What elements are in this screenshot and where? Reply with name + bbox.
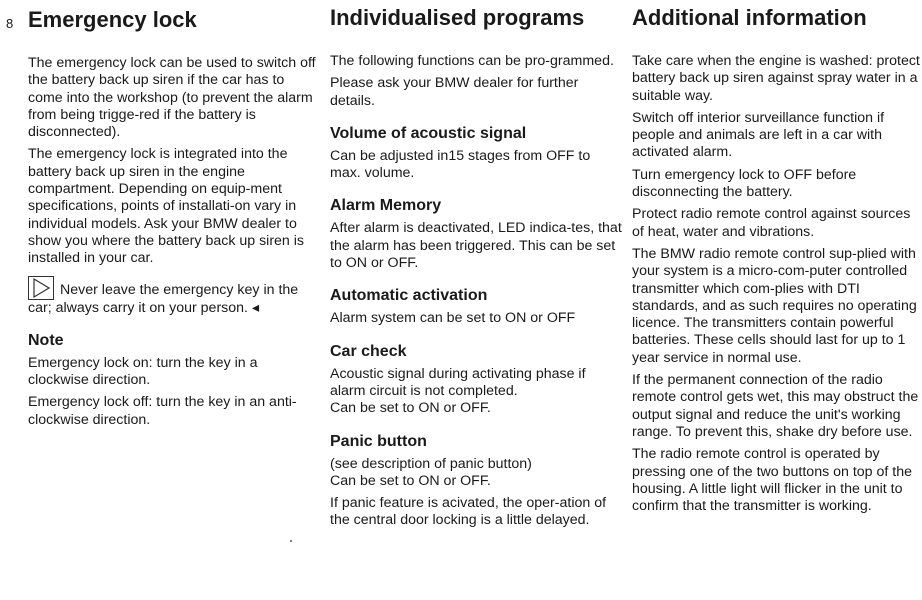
paragraph: The BMW radio remote control sup-plied with your system is a micro-com-puter controlled transmitter which com-plies with DTI standards, and as such requires no operating licence. The transmitters contain powerful batteries. These cells should last for up to 1 year service in normal use. [632, 245, 917, 366]
heading-individualised-programs: Individualised programs [330, 5, 585, 30]
paragraph: The radio remote control is operated by pressing one of the two buttons on top of the housing. A little light will flicker in the unit to confirm that the transmitter is working. [632, 446, 913, 515]
heading-alarm-memory: Alarm Memory [330, 197, 442, 215]
paragraph: Protect radio remote control against sources of heat, water and vibrations. [632, 206, 911, 240]
warning-triangle-icon [28, 276, 54, 300]
paragraph: Emergency lock on: turn the key in a clockwise direction. [28, 354, 258, 389]
heading-panic-button: Panic button [330, 432, 427, 450]
paragraph: The following functions can be pro-grammed. [330, 53, 614, 69]
column-additional-information [632, 4, 922, 520]
heading-automatic-activation: Automatic activation [330, 287, 488, 305]
paragraph: The emergency lock is integrated into the battery back up siren in the engine compartment. Depending on equip-ment specifications, points of installati-on vary in individual models. Ask your BMW dealer to show you where the battery back up siren is installed in your car. [28, 146, 305, 267]
heading-note: Note [28, 331, 64, 349]
warning-text: Never leave the emergency key in the car; always carry it on your person. [28, 281, 299, 316]
paragraph: Please ask your BMW dealer for further details. [330, 75, 579, 109]
warning-paragraph [28, 276, 320, 317]
heading-emergency-lock: Emergency lock [28, 7, 197, 32]
paragraph: Switch off interior surveillance function if people and animals are left in a car with activated alarm. [632, 109, 885, 161]
paragraph: Turn emergency lock to OFF before disconnecting the battery. [632, 166, 857, 201]
paragraph: The emergency lock can be used to switch off the battery back up siren if the car has to come into the workshop (to prevent the alarm from being trigge-red if the battery is disconnected). [28, 55, 316, 141]
paragraph: If panic feature is acivated, the oper-ation of the central door locking is a little delayed. [330, 495, 607, 529]
speck [290, 540, 292, 542]
column-emergency-lock [28, 4, 320, 434]
paragraph: Emergency lock off: turn the key in an anti-clockwise direction. [28, 394, 297, 428]
page-number: 8 [6, 16, 14, 31]
paragraph: (see description of panic button) [330, 455, 532, 472]
end-mark: ◂ [251, 299, 260, 316]
heading-car-check: Car check [330, 342, 407, 360]
paragraph: Can be set to ON or OFF. [330, 400, 491, 417]
paragraph: Acoustic signal during activating phase if alarm circuit is not completed. [330, 365, 586, 399]
paragraph: Take care when the engine is washed: protect battery back up siren against spray water in a suitable way. [632, 53, 920, 104]
paragraph: If the permanent connection of the radio remote control gets wet, this may obstruct the output signal and reduce the unit's working range. To prevent this, shake dry before use. [632, 372, 919, 440]
heading-additional-information: Additional information [632, 5, 867, 30]
column-individualised-programs [330, 4, 622, 535]
paragraph: Alarm system can be set to ON or OFF [330, 310, 576, 327]
paragraph: Can be set to ON or OFF. [330, 472, 491, 489]
paragraph: After alarm is deactivated, LED indica-tes, that the alarm has been triggered. This can be set to ON or OFF. [330, 220, 622, 272]
paragraph: Can be adjusted in15 stages from OFF to max. volume. [330, 147, 591, 182]
heading-volume: Volume of acoustic signal [330, 124, 527, 142]
